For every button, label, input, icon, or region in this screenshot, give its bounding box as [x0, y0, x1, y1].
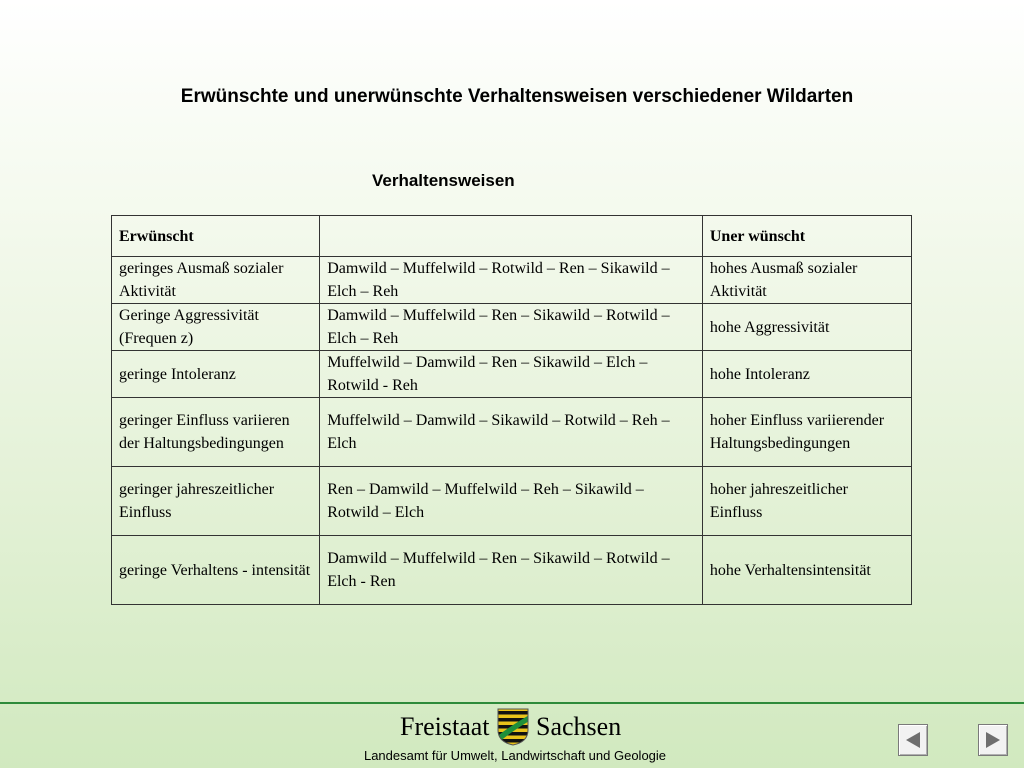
cell-species-ranking: Muffelwild – Damwild – Ren – Sikawild – Elch – Rotwild - Reh — [320, 351, 703, 398]
next-slide-button[interactable] — [978, 724, 1008, 756]
table-row — [112, 398, 912, 467]
cell-species-ranking: Muffelwild – Damwild – Sikawild – Rotwild – Reh – Elch — [320, 398, 703, 467]
slide-title: Erwünschte und unerwünschte Verhaltensweisen verschiedener Wildarten — [180, 86, 854, 107]
table-row — [112, 257, 912, 304]
cell-desired: geringer jahreszeitlicher Einfluss — [112, 467, 320, 536]
table-row — [112, 536, 912, 605]
cell-desired: geringe Verhaltens - intensität — [112, 536, 320, 605]
cell-desired: Geringe Aggressivität (Frequen z) — [112, 304, 320, 351]
cell-desired: geringe Intoleranz — [112, 351, 320, 398]
cell-desired: geringer Einfluss variieren der Haltungsbedingungen — [112, 398, 320, 467]
header-species — [320, 216, 703, 257]
cell-desired: geringes Ausmaß sozialer Aktivität — [112, 257, 320, 304]
table-caption: Verhaltensweisen — [372, 171, 515, 190]
agency-name: Landesamt für Umwelt, Landwirtschaft und Geologie — [363, 748, 667, 763]
footer-divider — [0, 702, 1024, 704]
table-row — [112, 304, 912, 351]
triangle-right-icon — [983, 730, 1003, 750]
table-row — [112, 351, 912, 398]
cell-species-ranking: Damwild – Muffelwild – Rotwild – Ren – Sikawild – Elch – Reh — [320, 257, 703, 304]
table-header-row — [112, 216, 912, 257]
header-desired: Erwünscht — [112, 216, 320, 257]
cell-undesired: hoher Einfluss variierender Haltungsbedingungen — [702, 398, 911, 467]
saxony-coat-of-arms-icon — [497, 708, 529, 746]
previous-slide-button[interactable] — [898, 724, 928, 756]
brand-logo — [0, 706, 1024, 746]
cell-species-ranking: Damwild – Muffelwild – Ren – Sikawild – Rotwild – Elch – Reh — [320, 304, 703, 351]
cell-species-ranking: Ren – Damwild – Muffelwild – Reh – Sikawild – Rotwild – Elch — [320, 467, 703, 536]
triangle-left-icon — [903, 730, 923, 750]
cell-undesired: hohe Intoleranz — [702, 351, 911, 398]
cell-undesired: hohes Ausmaß sozialer Aktivität — [702, 257, 911, 304]
cell-undesired: hoher jahreszeitlicher Einfluss — [702, 467, 911, 536]
brand-name-left: Freistaat — [400, 712, 490, 741]
table-row — [112, 467, 912, 536]
cell-species-ranking: Damwild – Muffelwild – Ren – Sikawild – Rotwild – Elch - Ren — [320, 536, 703, 605]
cell-undesired: hohe Aggressivität — [702, 304, 911, 351]
cell-undesired: hohe Verhaltensintensität — [702, 536, 911, 605]
brand-name-right: Sachsen — [536, 712, 622, 741]
header-undesired: Uner wünscht — [702, 216, 911, 257]
behaviour-table — [111, 215, 912, 605]
